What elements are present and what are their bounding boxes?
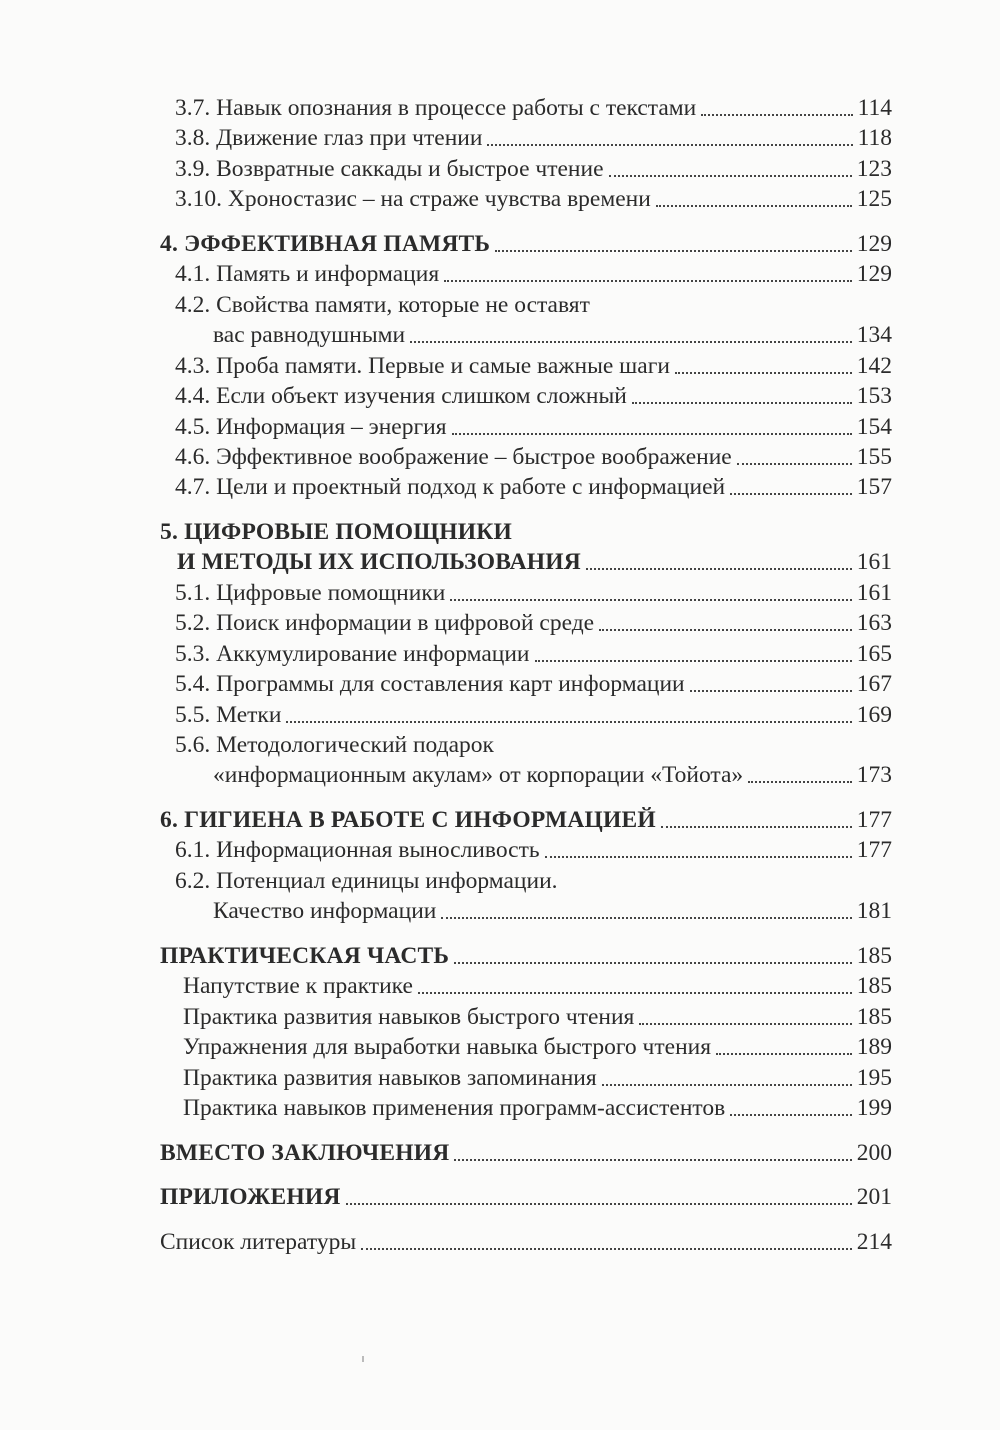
toc-entry[interactable] [0, 259, 892, 289]
toc-entry-page: 157 [856, 474, 892, 500]
toc-entry-page: 181 [856, 898, 892, 924]
toc-entry[interactable] [0, 971, 892, 1001]
toc-entry-title: Практика развития навыков быстрого чтения [183, 1004, 635, 1030]
toc-entry[interactable] [0, 835, 892, 865]
dot-leader [346, 1203, 852, 1205]
toc-entry-page: 199 [856, 1095, 892, 1121]
toc-entry-title: Список литературы [160, 1229, 357, 1255]
toc-entry-title: 4.7. Цели и проектный подход к работе с информацией [175, 474, 726, 500]
toc-entry-title: 4.1. Память и информация [175, 261, 440, 287]
toc-entry-page: 185 [856, 973, 892, 999]
toc-entry-page: 153 [856, 383, 892, 409]
toc-entry-title: 3.9. Возвратные саккады и быстрое чтение [175, 156, 604, 182]
dot-leader [701, 114, 852, 116]
toc-chapter[interactable] [0, 517, 892, 547]
toc-chapter-title: 5. ЦИФРОВЫЕ ПОМОЩНИКИ [160, 519, 512, 545]
dot-leader [716, 1053, 852, 1055]
toc-entry-title: 3.10. Хроностазис – на страже чувства времени [175, 186, 651, 212]
toc-entry-continuation[interactable] [0, 760, 892, 790]
dot-leader [632, 402, 852, 404]
dot-leader [535, 660, 852, 662]
toc-entry[interactable] [0, 442, 892, 472]
toc-entry-title: Практика навыков применения программ-ассистентов [183, 1095, 726, 1121]
dot-leader [286, 721, 851, 723]
toc-entry-title: 4.2. Свойства памяти, которые не оставят [175, 292, 590, 318]
dot-leader [730, 1114, 852, 1116]
toc-entry-title: 5.5. Метки [175, 702, 282, 728]
toc-entry-page: 123 [856, 156, 892, 182]
toc-entry-title: 6.1. Информационная выносливость [175, 837, 540, 863]
toc-chapter[interactable] [0, 1182, 892, 1212]
toc-entry-page: 134 [856, 322, 892, 348]
toc-entry[interactable] [0, 381, 892, 411]
toc-chapter-title: ПРИЛОЖЕНИЯ [160, 1184, 341, 1210]
toc-entry[interactable] [0, 472, 892, 502]
toc-entry-page: 167 [856, 671, 892, 697]
toc-entry[interactable] [0, 1002, 892, 1032]
toc-entry-title: Напутствие к практике [183, 973, 413, 999]
toc-entry[interactable] [0, 1032, 892, 1062]
dot-leader [656, 205, 852, 207]
dot-leader [495, 250, 852, 252]
dot-leader [690, 690, 852, 692]
toc-entry-title: Упражнения для выработки навыка быстрого чтения [183, 1034, 712, 1060]
toc-entry-page: 201 [856, 1184, 892, 1210]
toc-entry-title: 5.3. Аккумулирование информации [175, 641, 530, 667]
toc-entry-title: 5.1. Цифровые помощники [175, 580, 446, 606]
toc-entry[interactable] [0, 700, 892, 730]
toc-chapter-continuation[interactable] [0, 547, 892, 577]
dot-leader [410, 341, 852, 343]
toc-entry[interactable] [0, 669, 892, 699]
dot-leader [602, 1084, 852, 1086]
toc-entry-continuation[interactable] [0, 320, 892, 350]
toc-entry[interactable] [0, 578, 892, 608]
dot-leader [418, 992, 852, 994]
dot-leader [452, 433, 852, 435]
toc-chapter-title: ПРАКТИЧЕСКАЯ ЧАСТЬ [160, 943, 450, 969]
toc-entry-page: 195 [856, 1065, 892, 1091]
toc-entry-page: 185 [856, 1004, 892, 1030]
toc-entry[interactable] [0, 608, 892, 638]
toc-entry-page: 161 [856, 549, 892, 575]
toc-entry-page: 169 [856, 702, 892, 728]
toc-entry[interactable] [0, 290, 892, 320]
dot-leader [450, 599, 851, 601]
dot-leader [599, 629, 852, 631]
dot-leader [661, 826, 852, 828]
toc-entry-page: 173 [856, 762, 892, 788]
toc-entry-title: 6.2. Потенциал единицы информации. [175, 868, 558, 894]
toc-entry[interactable] [0, 1063, 892, 1093]
dot-leader [737, 463, 852, 465]
toc-entry-page: 129 [856, 261, 892, 287]
toc-entry-page: 129 [856, 231, 892, 257]
dot-leader [454, 1159, 851, 1161]
toc-entry-page: 177 [856, 807, 892, 833]
toc-entry-page: 161 [856, 580, 892, 606]
toc-entry-page: 142 [856, 353, 892, 379]
dot-leader [441, 917, 851, 919]
dot-leader [639, 1023, 851, 1025]
toc-entry-page: 185 [856, 943, 892, 969]
toc-entry-title: 5.6. Методологический подарок [175, 732, 494, 758]
dot-leader [361, 1248, 852, 1250]
toc-entry[interactable] [0, 1093, 892, 1123]
toc-entry-page: 200 [856, 1140, 892, 1166]
toc-entry[interactable] [0, 639, 892, 669]
toc-entry-title: 4.6. Эффективное воображение – быстрое воображение [175, 444, 732, 470]
toc-chapter[interactable] [0, 229, 892, 259]
toc-entry-page: 165 [856, 641, 892, 667]
toc-entry-page: 154 [856, 414, 892, 440]
toc-entry[interactable] [0, 154, 892, 184]
toc-entry[interactable] [0, 412, 892, 442]
dot-leader [675, 372, 852, 374]
toc-chapter-title: ВМЕСТО ЗАКЛЮЧЕНИЯ [160, 1140, 450, 1166]
toc-entry-title: 4.3. Проба памяти. Первые и самые важные шаги [175, 353, 670, 379]
toc-entry-page: 177 [856, 837, 892, 863]
toc-entry[interactable] [0, 730, 892, 760]
toc-entry-title: 3.7. Навык опознания в процессе работы с текстами [175, 95, 697, 121]
toc-entry-page: 114 [857, 95, 892, 121]
dot-leader [487, 144, 852, 146]
toc-chapter-title: 4. ЭФФЕКТИВНАЯ ПАМЯТЬ [160, 231, 491, 257]
toc-entry-title: 5.4. Программы для составления карт информации [175, 671, 685, 697]
toc-entry-title: Практика развития навыков запоминания [183, 1065, 597, 1091]
toc-entry-continuation[interactable] [0, 896, 892, 926]
toc-entry[interactable] [0, 866, 892, 896]
toc-entry[interactable] [0, 93, 892, 123]
toc-entry-page: 214 [856, 1229, 892, 1255]
dot-leader [748, 781, 852, 783]
toc-entry-page: 163 [856, 610, 892, 636]
toc-entry-page: 189 [856, 1034, 892, 1060]
dot-leader [730, 493, 852, 495]
toc-chapter[interactable] [0, 1138, 892, 1168]
toc-chapter-title: 6. ГИГИЕНА В РАБОТЕ С ИНФОРМАЦИЕЙ [160, 807, 656, 833]
toc-entry[interactable] [0, 123, 892, 153]
toc-entry-page: 125 [856, 186, 892, 212]
dot-leader [545, 856, 852, 858]
toc-entry-title: 5.2. Поиск информации в цифровой среде [175, 610, 595, 636]
toc-entry-title: 4.5. Информация – энергия [175, 414, 447, 440]
toc-chapter[interactable] [0, 805, 892, 835]
dot-leader [444, 280, 852, 282]
toc-entry-page: 118 [857, 125, 892, 151]
toc-entry-title: вас равнодушными [213, 322, 406, 348]
toc-entry-title: 4.4. Если объект изучения слишком сложный [175, 383, 627, 409]
paper-speck [362, 1356, 364, 1362]
dot-leader [609, 175, 852, 177]
toc-chapter-title: И МЕТОДЫ ИХ ИСПОЛЬЗОВАНИЯ [177, 549, 581, 575]
toc-entry-title: «информационным акулам» от корпорации «Тойота» [213, 762, 744, 788]
toc-entry[interactable] [0, 351, 892, 381]
dot-leader [454, 962, 852, 964]
toc-entry[interactable] [0, 1227, 892, 1257]
dot-leader [586, 568, 852, 570]
toc-entry-title: 3.8. Движение глаз при чтении [175, 125, 483, 151]
toc-entry-title: Качество информации [213, 898, 437, 924]
toc-entry-page: 155 [856, 444, 892, 470]
toc-chapter[interactable] [0, 941, 892, 971]
toc-entry[interactable] [0, 184, 892, 214]
